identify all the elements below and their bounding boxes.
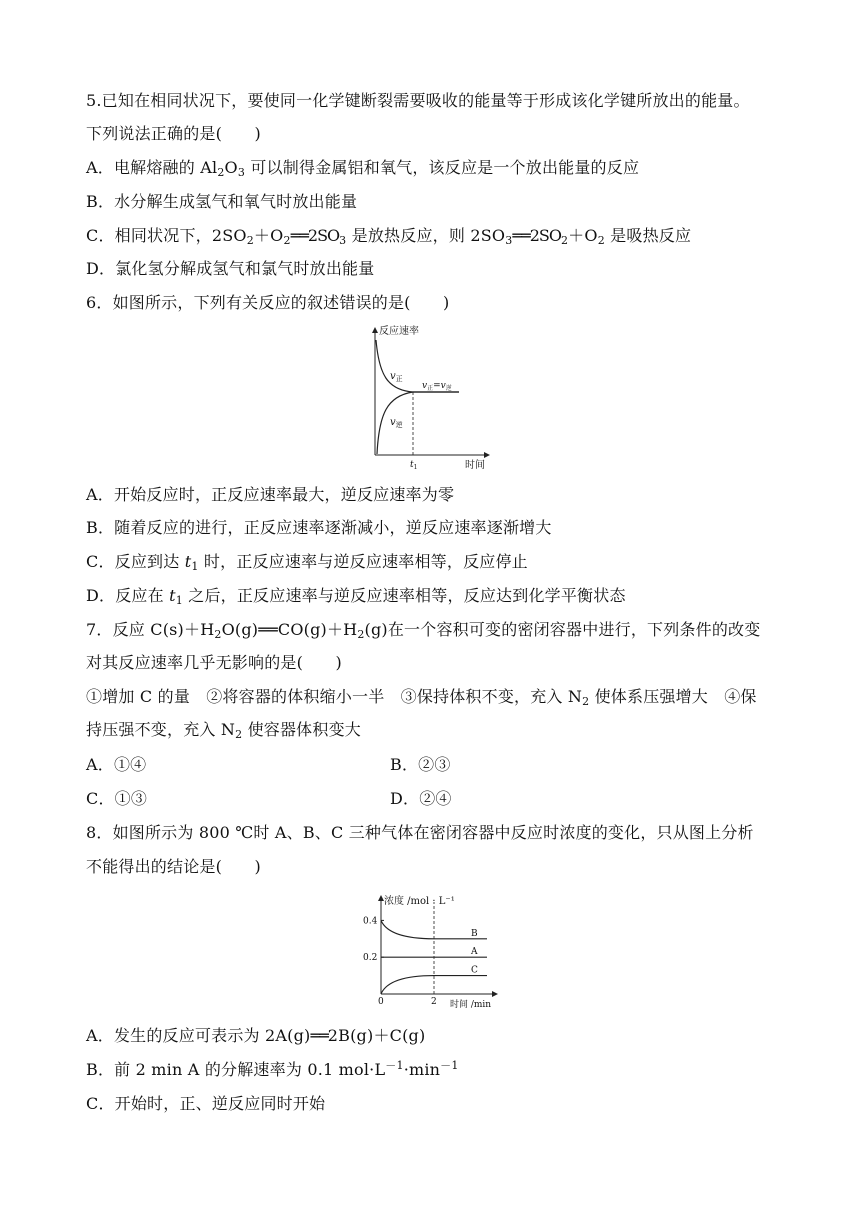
q8-option-b: B．前 2 min A 的分解速率为 0.1 $mol\cdot L^{-1}\cdot\min^{-1}$ bbox=[86, 1059, 459, 1079]
q8-series-label-B: B bbox=[471, 928, 478, 939]
q6-equal-rates-label: $v_正=v_逆$ bbox=[422, 381, 452, 392]
q5-option-a: A．电解熔融的 $Al_2O_3$ 可以制得金属铝和氧气，该反应是一个放出能量的反应 bbox=[86, 158, 640, 179]
q7-conditions-line-1: ①增加 C 的量 ②将容器的体积缩小一半 ③保持体积不变，充入 $N_2$ 使体系压强增大 ④保 bbox=[86, 687, 757, 708]
q5-option-d: D．氯化氢分解成氢气和氯气时放出能量 bbox=[86, 259, 375, 278]
q6-stem: 6．如图所示，下列有关反应的叙述错误的是( ) bbox=[86, 293, 450, 312]
q6-t1-label: $t_1$ bbox=[410, 460, 418, 471]
q5-stem-line-2: 下列说法正确的是( ) bbox=[86, 124, 261, 143]
q8-stem-line-2: 不能得出的结论是( ) bbox=[86, 857, 261, 876]
q6-option-a: A．开始反应时，正反应速率最大，逆反应速率为零 bbox=[86, 485, 455, 504]
q7-stem-line-2: 对其反应速率几乎无影响的是( ) bbox=[86, 653, 342, 672]
q8-stem-line-1: 8．如图所示为 800 ℃时 A、B、C 三种气体在密闭容器中反应时浓度的变化，只从图上分析 bbox=[86, 823, 754, 842]
q7-option-c: C．①③ bbox=[86, 789, 148, 808]
q8-xlabel: 时间 /min bbox=[450, 1000, 492, 1008]
q6-rate-time-figure bbox=[365, 322, 495, 472]
q6-ylabel: 反应速率 bbox=[379, 326, 419, 337]
q6-option-d: D．反应在 $t_1$ 之后，正反应速率与逆反应速率相等，反应达到化学平衡状态 bbox=[86, 586, 626, 607]
q8-y-tick-label: 0.4 bbox=[363, 916, 378, 927]
q7-stem-line-1: 7．反应 $C(s)+H_2O(g)══CO(g)+H_2(g)$在一个容积可变的密闭容器中进行，下列条件的改变 bbox=[86, 620, 761, 641]
q6-option-c: C．反应到达 $t_1$ 时，正反应速率与逆反应速率相等，反应停止 bbox=[86, 552, 528, 573]
q5-stem-line-1: 5.已知在相同状况下，要使同一化学键断裂需要吸收的能量等于形成该化学键所放出的能量。 bbox=[86, 91, 750, 110]
q8-plot-area bbox=[363, 902, 487, 1007]
q8-series-label-A: A bbox=[471, 947, 478, 958]
q6-option-b: B．随着反应的进行，正反应速率逐渐减小，逆反应速率逐渐增大 bbox=[86, 518, 552, 537]
q8-series-label-C: C bbox=[471, 965, 478, 976]
q5-option-b: B．水分解生成氢气和氧气时放出能量 bbox=[86, 192, 358, 211]
q7-option-d: D．②④ bbox=[390, 789, 452, 808]
q6-v-reverse-label: $v_逆$ bbox=[390, 417, 403, 429]
q8-concentration-chart bbox=[355, 890, 505, 1008]
q5-option-c: C．相同状况下，$2SO_2+O_2══2SO_3$ 是放热反应，则 $2SO_3══2SO_2+O_2$ 是吸热反应 bbox=[86, 226, 692, 247]
q7-conditions-line-2: 持压强不变，充入 $N_2$ 使容器体积变大 bbox=[86, 720, 361, 741]
q7-option-a: A．①④ bbox=[86, 755, 147, 774]
q8-ylabel: 浓度 /mol · L⁻¹ bbox=[384, 896, 455, 907]
q8-option-a: A．发生的反应可表示为 2A(g)══2B(g)＋C(g) bbox=[86, 1026, 426, 1045]
q8-option-c: C．开始时，正、逆反应同时开始 bbox=[86, 1094, 326, 1113]
q6-v-forward-label: $v_正$ bbox=[390, 371, 403, 383]
q6-xlabel: 时间 bbox=[465, 460, 485, 471]
q7-option-b: B．②③ bbox=[390, 755, 451, 774]
q8-x-tick-label: 0 bbox=[378, 997, 384, 1007]
q8-x-tick-label: 2 bbox=[431, 997, 437, 1007]
q8-y-tick-label: 0.2 bbox=[363, 953, 378, 964]
